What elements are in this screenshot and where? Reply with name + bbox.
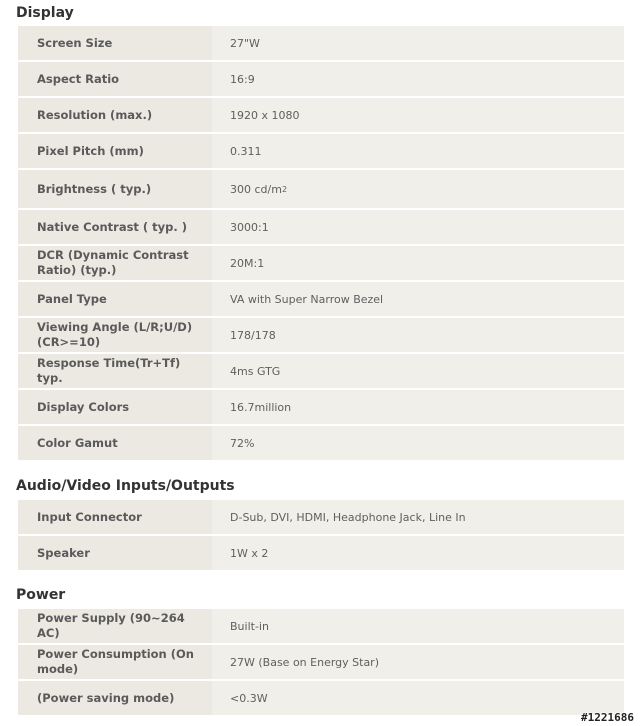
spec-row-power-supply — [18, 609, 624, 645]
section-title-power: Power — [16, 587, 66, 603]
spec-label: Brightness ( typ.) — [37, 181, 152, 196]
spec-row-response-time — [18, 354, 624, 390]
spec-value: D-Sub, DVI, HDMI, Headphone Jack, Line In — [212, 500, 624, 534]
spec-label: Aspect Ratio — [37, 71, 120, 86]
spec-label: Viewing Angle (L/R;U/D) (CR>=10) — [37, 320, 193, 349]
spec-value: 0.311 — [212, 134, 624, 168]
spec-row-power-saving — [18, 681, 624, 717]
spec-value: 1920 x 1080 — [212, 98, 624, 132]
section-title-display: Display — [16, 5, 74, 21]
spec-value: 27"W — [212, 26, 624, 60]
spec-value: 16.7million — [212, 390, 624, 424]
spec-value: 27W (Base on Energy Star) — [212, 645, 624, 679]
spec-value: 1W x 2 — [212, 536, 624, 570]
spec-row-dcr — [18, 246, 624, 282]
spec-row-brightness — [18, 170, 624, 210]
spec-row-panel-type — [18, 282, 624, 318]
spec-row-aspect-ratio — [18, 62, 624, 98]
image-id-watermark: #1221686 — [581, 711, 634, 724]
spec-label: Panel Type — [37, 291, 107, 306]
spec-label: Native Contrast ( typ. ) — [37, 219, 188, 234]
spec-value: <0.3W — [212, 681, 624, 715]
spec-row-power-consumption — [18, 645, 624, 681]
spec-row-speaker — [18, 536, 624, 572]
spec-label: Display Colors — [37, 399, 130, 414]
spec-value: 3000:1 — [212, 210, 624, 244]
spec-value: 178/178 — [212, 318, 624, 352]
spec-row-display-colors — [18, 390, 624, 426]
spec-label: Color Gamut — [37, 435, 118, 450]
spec-label: Pixel Pitch (mm) — [37, 143, 144, 158]
spec-row-screen-size — [18, 26, 624, 62]
brightness-value: 300 cd/m — [230, 182, 282, 196]
spec-row-input-connector — [18, 500, 624, 536]
spec-value: Built-in — [212, 609, 624, 643]
spec-table-audio-video — [18, 500, 624, 572]
spec-row-pixel-pitch — [18, 134, 624, 170]
spec-table-power — [18, 609, 624, 717]
spec-label: Input Connector — [37, 509, 142, 524]
spec-table-display — [18, 26, 624, 462]
spec-label: (Power saving mode) — [37, 690, 175, 705]
spec-row-color-gamut — [18, 426, 624, 462]
spec-row-viewing-angle — [18, 318, 624, 354]
spec-row-resolution — [18, 98, 624, 134]
section-title-audio-video: Audio/Video Inputs/Outputs — [16, 478, 235, 494]
spec-value: 16:9 — [212, 62, 624, 96]
spec-label: Screen Size — [37, 35, 113, 50]
spec-value: 20M:1 — [212, 246, 624, 280]
spec-label: Power Supply (90~264 AC) — [37, 611, 185, 640]
spec-row-native-contrast — [18, 210, 624, 246]
spec-label: DCR (Dynamic Contrast Ratio) (typ.) — [37, 248, 189, 277]
spec-value: VA with Super Narrow Bezel — [212, 282, 624, 316]
spec-label: Speaker — [37, 545, 90, 560]
spec-value: 72% — [212, 426, 624, 460]
spec-label: Power Consumption (On mode) — [37, 647, 194, 676]
spec-label: Response Time(Tr+Tf) typ. — [37, 356, 181, 385]
spec-value: 4ms GTG — [212, 354, 624, 388]
brightness-superscript: 2 — [281, 184, 288, 194]
spec-label: Resolution (max.) — [37, 107, 153, 122]
spec-value — [212, 170, 624, 208]
